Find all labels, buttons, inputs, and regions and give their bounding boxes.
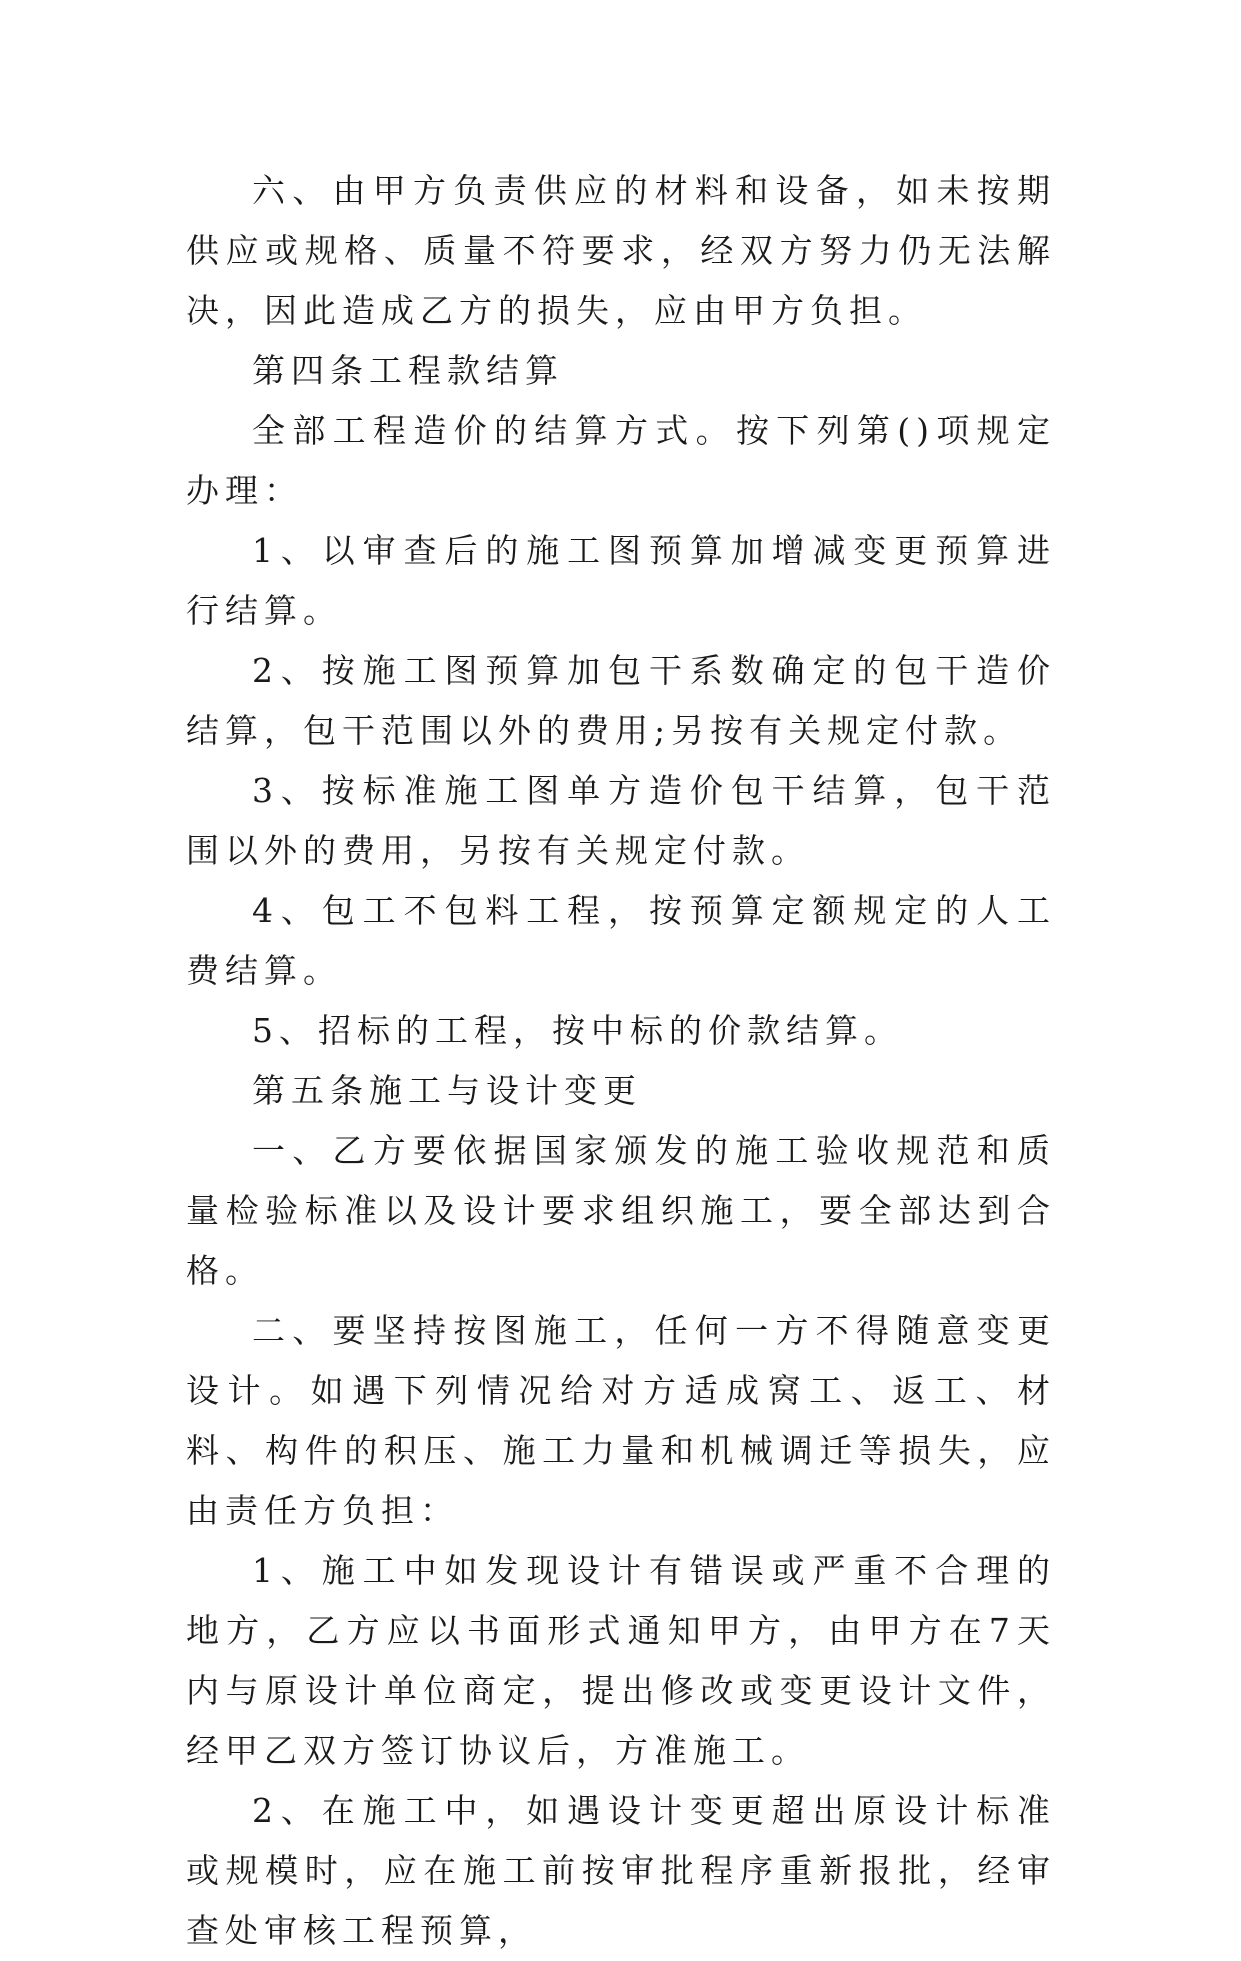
paragraph-settlement-method: 全部工程造价的结算方式。按下列第()项规定办理： (186, 411, 1056, 510)
paragraph-clause-1: 一、乙方要依据国家颁发的施工验收规范和质量检验标准以及设计要求组织施工，要全部达到合格。 (186, 1131, 1056, 1290)
paragraph-clause-6: 六、由甲方负责供应的材料和设备，如未按期供应或规格、质量不符要求，经双方努力仍无法解决，因此造成乙方的损失，应由甲方负担。 (186, 171, 1056, 330)
heading-article-4: 第四条工程款结算 (252, 351, 564, 390)
paragraph-item-4: 4、包工不包料工程，按预算定额规定的人工费结算。 (186, 891, 1056, 990)
paragraph-item-3: 3、按标准施工图单方造价包干结算，包干范围以外的费用，另按有关规定付款。 (186, 771, 1056, 870)
heading-article-5: 第五条施工与设计变更 (252, 1071, 642, 1110)
document-body (186, 161, 1056, 1961)
paragraph-item-1: 1、以审查后的施工图预算加增减变更预算进行结算。 (186, 531, 1056, 630)
paragraph-clause-2: 二、要坚持按图施工，任何一方不得随意变更设计。如遇下列情况给对方适成窝工、返工、材料、构件的积压、施工力量和机械调迁等损失，应由责任方负担： (186, 1311, 1056, 1530)
paragraph-item-5: 5、招标的工程，按中标的价款结算。 (252, 1011, 903, 1050)
paragraph-subitem-1: 1、施工中如发现设计有错误或严重不合理的地方，乙方应以书面形式通知甲方，由甲方在7天内与原设计单位商定，提出修改或变更设计文件，经甲乙双方签订协议后，方准施工。 (186, 1551, 1056, 1770)
paragraph-subitem-2: 2、在施工中，如遇设计变更超出原设计标准或规模时，应在施工前按审批程序重新报批，经审查处审核工程预算， (186, 1791, 1056, 1950)
paragraph-item-2: 2、按施工图预算加包干系数确定的包干造价结算，包干范围以外的费用;另按有关规定付款。 (186, 651, 1056, 750)
